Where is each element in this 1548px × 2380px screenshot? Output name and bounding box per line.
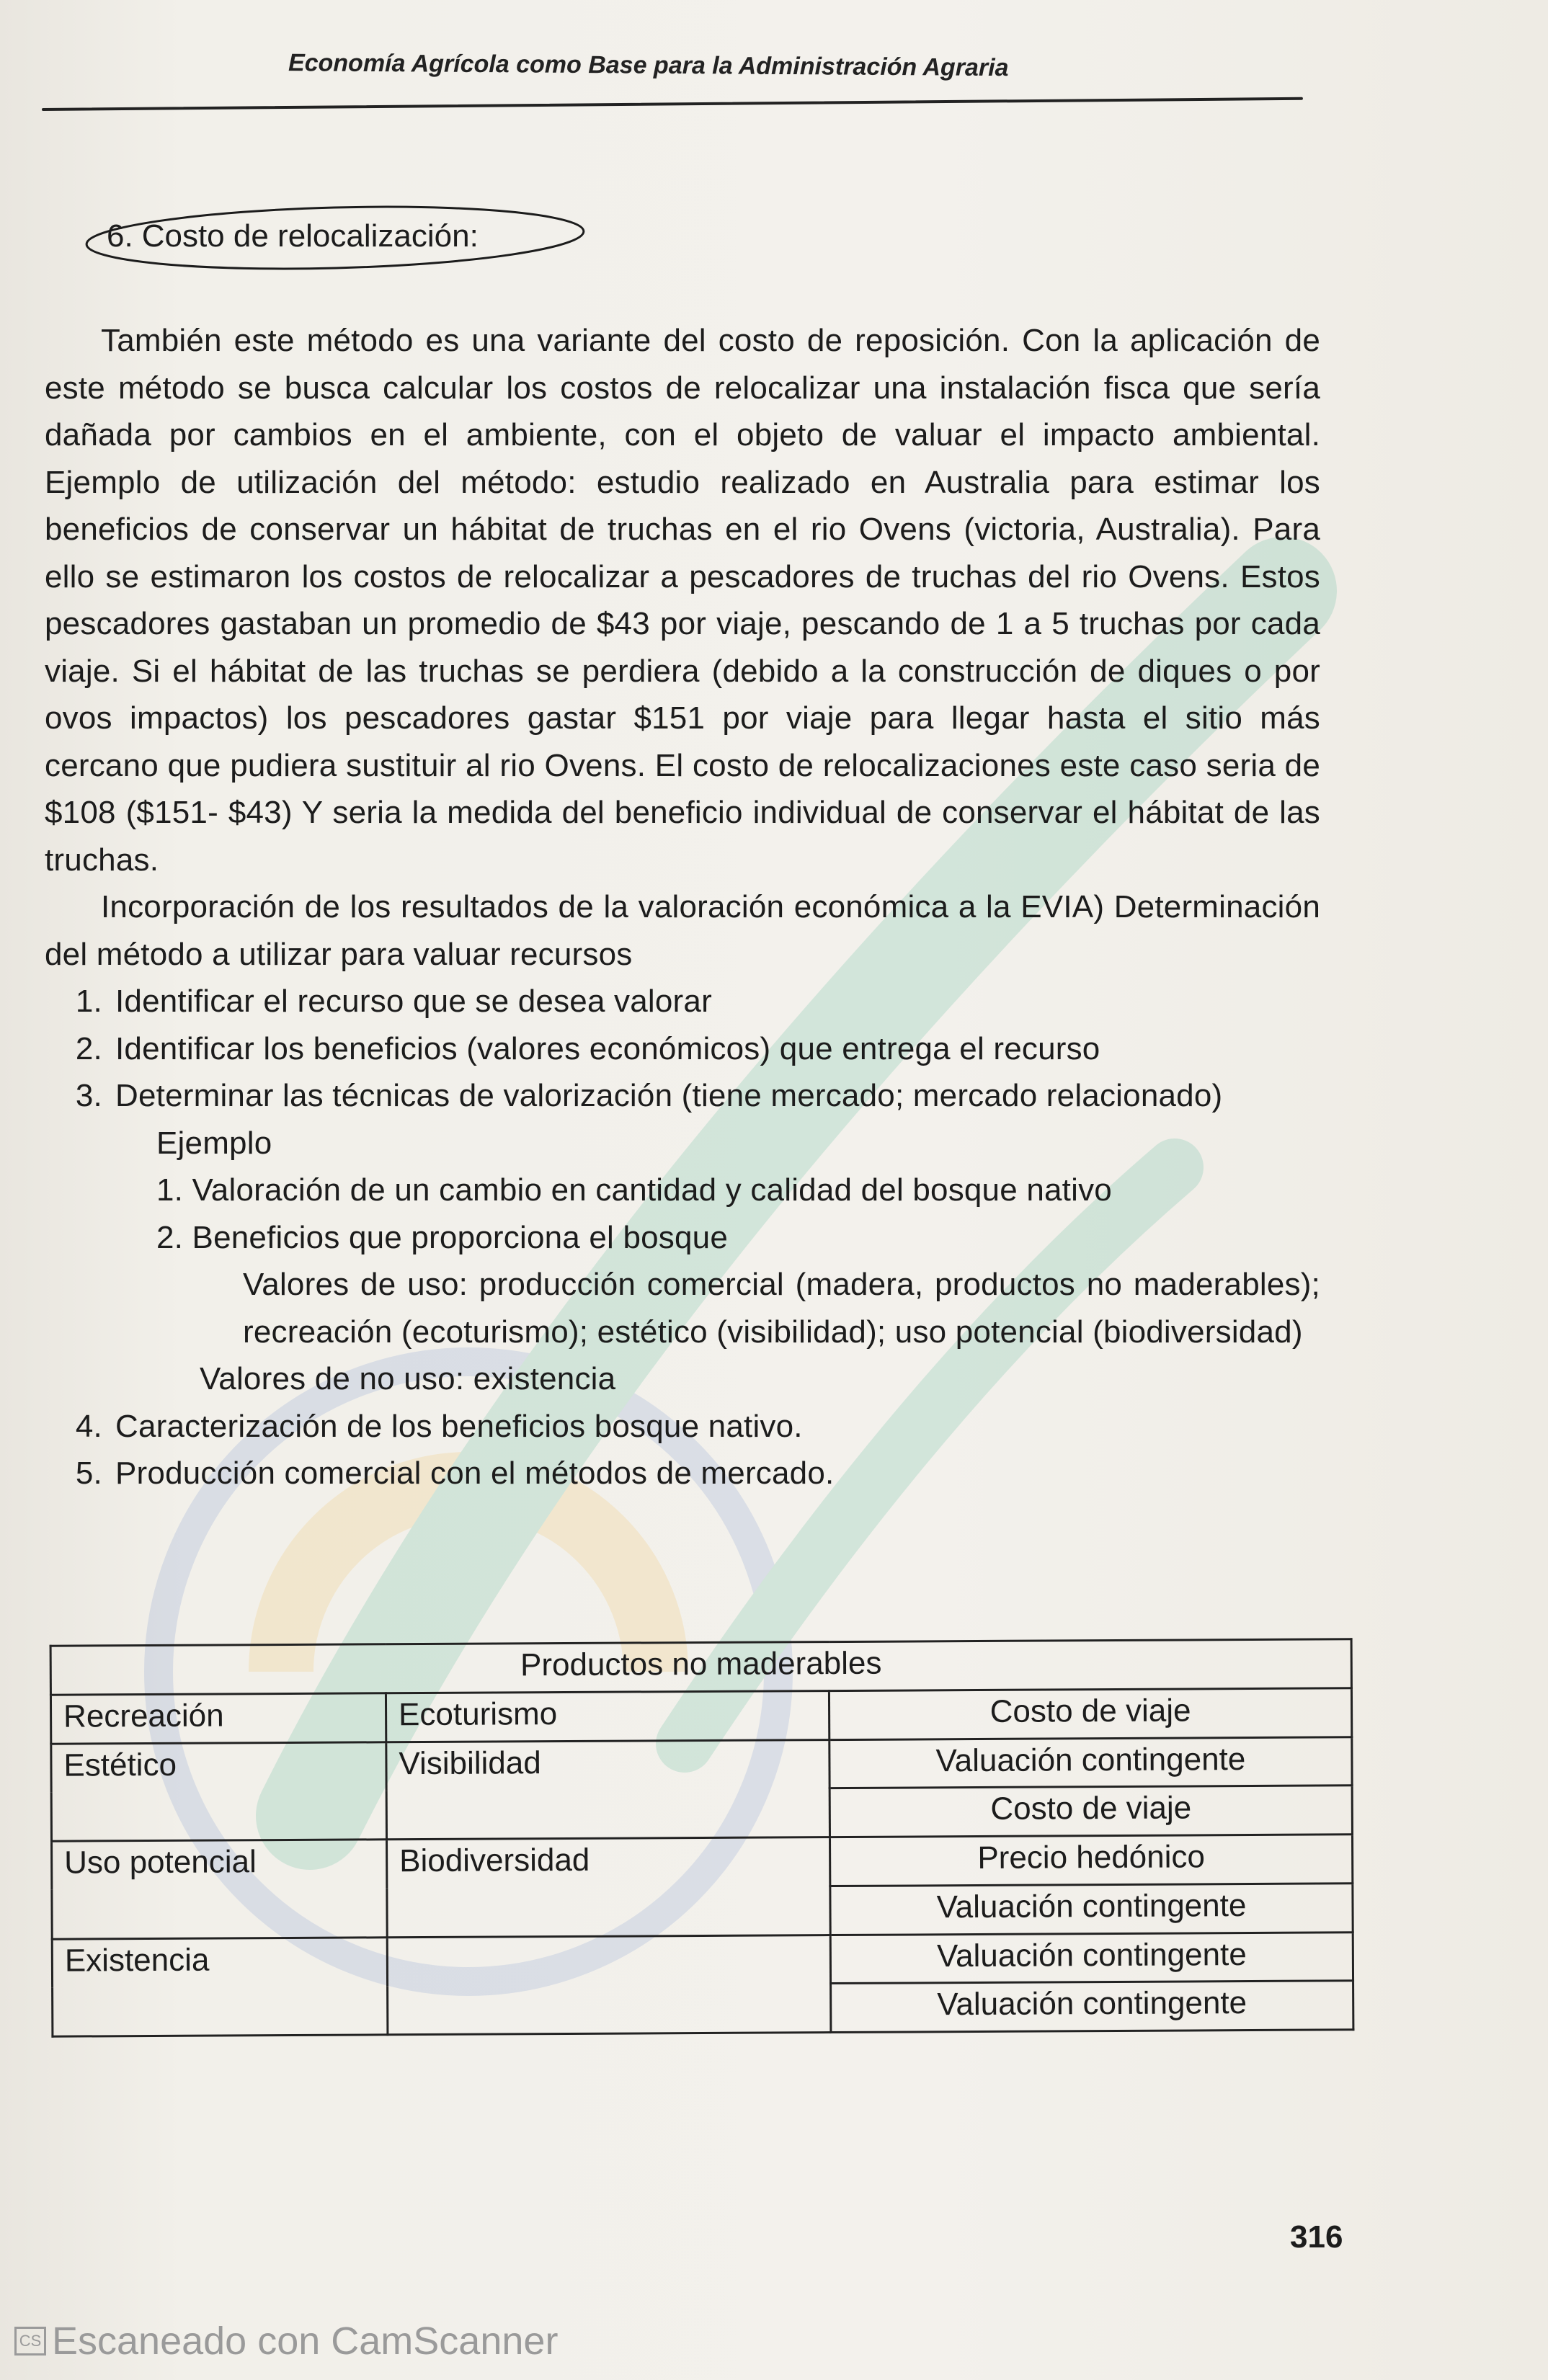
list-item: [45, 1072, 1320, 1120]
table-cell-attribute: Ecoturismo: [386, 1690, 829, 1742]
table-cell-attribute: [387, 1935, 831, 2035]
table-cell-method: Valuación contingente: [830, 1932, 1353, 1984]
table-row: [52, 1932, 1353, 1987]
table-header-row: [50, 1639, 1351, 1695]
list-item: [45, 1025, 1320, 1073]
use-values: Valores de uso: producción comercial (madera, productos no maderables); recreación (ecoturismo); estético (visibilidad); uso potencial (biodiversidad): [243, 1267, 1320, 1350]
valuation-table: [50, 1638, 1355, 2037]
section-title: Costo de relocalización:: [141, 218, 479, 254]
table-cell-attribute: Visibilidad: [386, 1739, 830, 1840]
example-label: Ejemplo: [156, 1125, 272, 1161]
camscanner-logo-icon: CS: [14, 2327, 46, 2356]
section-heading: [79, 203, 584, 269]
running-header: Economía Agrícola como Base para la Administración Agraria: [288, 49, 1009, 82]
paragraph: Incorporación de los resultados de la valoración económica a la EVIA) Determinación del método a utilizar para valuar recursos: [45, 889, 1320, 972]
table-header: Productos no maderables: [50, 1639, 1351, 1695]
header-rule: [42, 97, 1303, 111]
table-cell-method: Valuación contingente: [830, 1884, 1353, 1935]
table-cell-method: Valuación contingente: [829, 1737, 1352, 1788]
page-number: 316: [1290, 2219, 1343, 2255]
table-cell-attribute: Biodiversidad: [387, 1837, 831, 1938]
list-item: [45, 1450, 1320, 1497]
table-cell-value: Estético: [51, 1742, 387, 1841]
list-number: 4.: [75, 1408, 102, 1444]
example-item: 2. Beneficios que proporciona el bosque: [156, 1219, 729, 1255]
list-number: 5.: [75, 1456, 102, 1491]
non-use-values: Valores de no uso: existencia: [200, 1361, 616, 1396]
body-text: [45, 317, 1320, 1497]
example-item: 1. Valoración de un cambio en cantidad y calidad del bosque nativo: [156, 1172, 1112, 1208]
table-cell-method: Valuación contingente: [831, 1981, 1353, 2033]
list-number: 1.: [75, 984, 102, 1019]
list-item: [45, 1403, 1320, 1450]
table-row: [52, 1835, 1353, 1890]
paragraph: También este método es una variante del costo de reposición. Con la aplicación de este método se busca calcular los costos de relocalizar una instalación fisca que sería dañada por cambios en el ambiente, con el objeto de valuar el impacto ambiental. Ejemplo de utilización del método: estudio realizado en Australia para estimar los beneficios de conservar un hábitat de truchas en el rio Ovens (victoria, Australia). Para ello se estimaron los costos de relocalizar a pescadores de truchas del rio Ovens. Estos pescadores gastaban un promedio de $43 por viaje, pescando de 1 a 5 truchas por cada viaje. Si el hábitat de las truchas se perdiera (debido a la construcción de diques o por ovos impactos) los pescadores gastar $151 por viaje para llegar hasta el sitio más cercano que pudiera sustituir al rio Ovens. El costo de relocalizaciones este caso seria de $108 ($151- $43) Y seria la medida del beneficio individual de conservar el hábitat de las truchas.: [45, 323, 1320, 878]
list-text: Identificar el recurso que se desea valorar: [115, 984, 712, 1019]
table-cell-value: Recreación: [50, 1693, 386, 1744]
table-cell-value: Uso potencial: [52, 1840, 388, 1939]
list-text: Caracterización de los beneficios bosque nativo.: [115, 1408, 803, 1444]
list-text: Identificar los beneficios (valores económicos) que entrega el recurso: [115, 1030, 1100, 1066]
list-text: Producción comercial con el métodos de mercado.: [115, 1456, 835, 1491]
list-text: Determinar las técnicas de valorización (tiene mercado; mercado relacionado): [115, 1078, 1223, 1113]
scanner-footer-text: Escaneado con CamScanner: [52, 2319, 559, 2363]
table-row: [51, 1737, 1352, 1792]
table-cell-value: Existencia: [52, 1937, 388, 2036]
table-cell-method: Costo de viaje: [829, 1786, 1352, 1837]
section-number: 6.: [107, 218, 133, 254]
list-item: [45, 978, 1320, 1025]
list-number: 3.: [75, 1078, 102, 1113]
scanner-footer: [14, 2319, 558, 2363]
table-row: [50, 1688, 1351, 1744]
list-number: 2.: [75, 1030, 102, 1066]
table-cell-method: Precio hedónico: [829, 1835, 1352, 1886]
table-cell-method: Costo de viaje: [829, 1688, 1351, 1740]
